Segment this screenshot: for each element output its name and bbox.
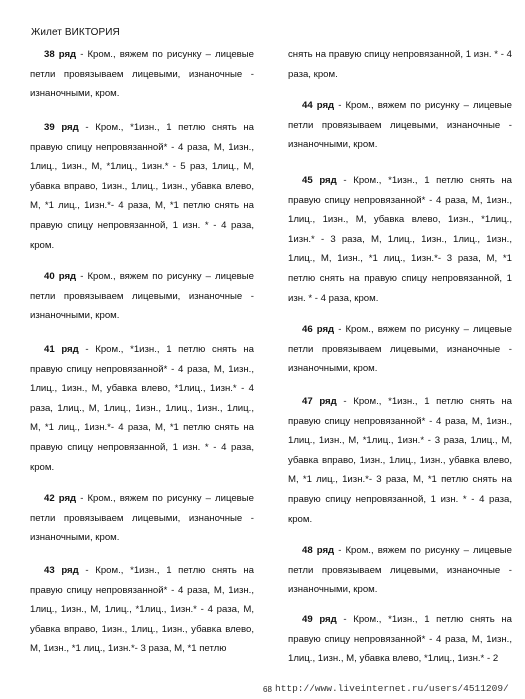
row-label: 42 ряд [44, 493, 77, 504]
row-text: - Кром., вяжем по рисунку – лицевые петли провязываем лицевыми, изнаночные - изнаночными, кром. [288, 324, 512, 375]
row-paragraph [30, 45, 254, 104]
row-label: 38 ряд [44, 49, 77, 60]
row-paragraph [288, 392, 512, 529]
row-text: - Кром., вяжем по рисунку – лицевые петли провязываем лицевыми, изнаночные - изнаночными, кром. [288, 545, 512, 596]
watermark-url: http://www.liveinternet.ru/users/4511209/ [275, 683, 509, 694]
row-text: снять на правую спицу непровязанной, 1 изн. * - 4 раза, кром. [288, 49, 512, 80]
row-label: 49 ряд [302, 614, 337, 625]
row-paragraph [288, 320, 512, 379]
row-paragraph [288, 96, 512, 155]
row-paragraph [30, 489, 254, 548]
row-text: - Кром., *1изн., 1 петлю снять на правую спицу непровязанной* - 4 раза, М, 1изн., 1лиц., 1изн., М, *1лиц., 1изн.* - 3 раза, 1лиц., М, убавка вправо, 1изн., 1лиц., 1изн., убавка влево, М, *1 лиц., 1изн.*- 3 раза, М, *1 петлю снять на правую спицу непровязанной, 1 изн. * - 4 раза, кром. [288, 396, 512, 525]
row-text: - Кром., вяжем по рисунку – лицевые петли провязываем лицевыми, изнаночные - изнаночными, кром. [30, 493, 254, 544]
row-text: - Кром., вяжем по рисунку – лицевые петли провязываем лицевыми, изнаночные - изнаночными, кром. [30, 49, 254, 100]
row-label: 45 ряд [302, 175, 337, 186]
row-paragraph [288, 610, 512, 669]
row-paragraph [288, 171, 512, 308]
row-paragraph [30, 561, 254, 659]
row-paragraph-continued [288, 45, 512, 84]
row-text: - Кром., *1изн., 1 петлю снять на правую спицу непровязанной* - 4 раза, М, 1изн., 1лиц., 1изн., М, *1лиц., 1изн.* - 5 раз, 1лиц., М, убавка вправо, 1изн., 1лиц., 1изн., убавка влево, М, *1 лиц., 1изн.*- 4 раза, М, *1 петлю снять на правую спицу непровязанной, 1 изн. * - 4 раза, кром. [30, 122, 254, 251]
row-text: - Кром., вяжем по рисунку – лицевые петли провязываем лицевыми, изнаночные - изнаночными, кром. [30, 271, 254, 322]
row-label: 40 ряд [44, 271, 77, 282]
row-label: 41 ряд [44, 344, 79, 355]
row-label: 48 ряд [302, 545, 335, 556]
row-label: 47 ряд [302, 396, 337, 407]
row-paragraph [30, 340, 254, 477]
row-label: 39 ряд [44, 122, 79, 133]
row-paragraph [288, 541, 512, 600]
row-text: - Кром., *1изн., 1 петлю снять на правую спицу непровязанной* - 4 раза, М, 1изн., 1лиц., 1изн., М, убавка влево, 1изн., *1лиц., 1изн.* - 3 раза, М, 1лиц., 1изн., 1лиц., 1изн., 1лиц., М, 1изн., *1 лиц., 1изн.*- 3 раза, М, *1 петлю снять на правую спицу непровязанной, 1 изн. * - 4 раза, кром. [288, 175, 512, 304]
row-label: 46 ряд [302, 324, 335, 335]
row-text: - Кром., *1изн., 1 петлю снять на правую спицу непровязанной* - 4 раза, М, 1изн., 1лиц., 1изн., М, 1лиц., *1лиц., 1изн.* - 4 раза, М, убавка вправо, 1изн., 1лиц., 1изн., убавка влево, М, 1изн., *1 лиц., 1изн.*- 3 раза, М, *1 петлю [30, 565, 254, 655]
row-paragraph [30, 267, 254, 326]
row-label: 43 ряд [44, 565, 79, 576]
row-text: - Кром., *1изн., 1 петлю снять на правую спицу непровязанной* - 4 раза, М, 1изн., 1лиц., 1изн., М, убавка влево, *1лиц., 1изн.* - 4 раза, 1лиц., М, 1лиц., 1изн., 1лиц., 1изн., 1лиц., М, *1 лиц., 1изн.*- 4 раза, М, *1 петлю снять на правую спицу непровязанной, 1 изн. * - 4 раза, кром. [30, 344, 254, 473]
page-header: Жилет ВИКТОРИЯ [31, 27, 120, 38]
page-number: 68 [263, 685, 272, 694]
row-paragraph [30, 118, 254, 255]
row-label: 44 ряд [302, 100, 335, 111]
row-text: - Кром., вяжем по рисунку – лицевые петли провязываем лицевыми, изнаночные - изнаночными, кром. [288, 100, 512, 151]
row-text: - Кром., *1изн., 1 петлю снять на правую спицу непровязанной* - 4 раза, М, 1изн., 1лиц., 1изн., М, убавка влево, *1лиц., 1изн.* - 2 [288, 614, 512, 665]
